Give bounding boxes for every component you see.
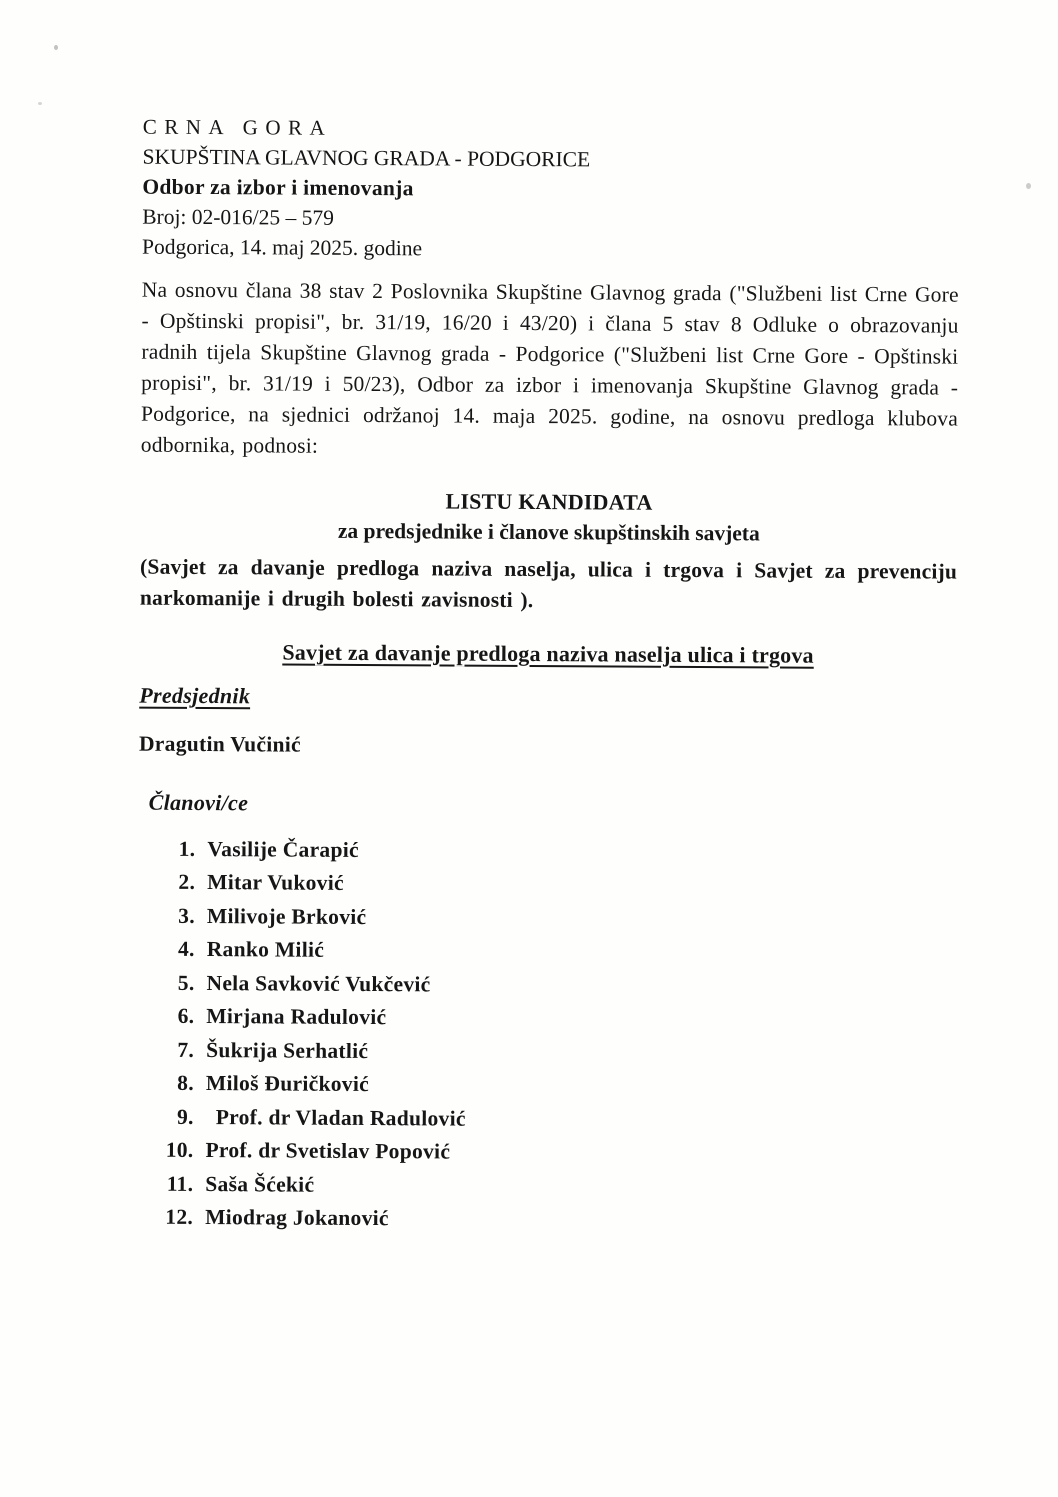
member-name: Milivoje Brković	[206, 903, 367, 929]
scope-note: (Savjet za davanje predloga naziva naselja, ulica i trgova i Savjet za prevenciju narkomanije i drugih bolesti zavisnosti ).	[139, 554, 958, 613]
members-list	[136, 832, 955, 1239]
legal-preamble: Na osnovu člana 38 stav 2 Poslovnika Skupštine Glavnog grada ("Službeni list Crne Gore - Opštinski propisi", br. 31/19, 16/20 i 43/20) i člana 5 stav 8 Odluke o obrazovanju radnih tijela Skupštine Glavnog grada - Podgorice ("Službeni list Crne Gore - Opštinski propisi", br. 31/19 i 50/23), Odbor za izbor i imenovanja Skupštine Glavnog grada - Podgorice, na sjednici održanoj 14. maja 2025. godine, na osnovu predloga klubova odbornika, podnosi:	[140, 277, 959, 458]
member-name: Miloš Đuričković	[205, 1071, 370, 1097]
member-list-item	[151, 1201, 953, 1239]
members-label: Članovi/ce	[148, 789, 249, 815]
document-header	[142, 112, 960, 267]
member-name: Prof. dr Svetislav Popović	[205, 1138, 451, 1164]
reference-number-line: Broj: 02-016/25 – 579	[142, 204, 335, 230]
member-list-item	[152, 1000, 954, 1038]
document-subtitle: za predsjednike i članove skupštinskih savjeta	[337, 518, 760, 546]
member-number: 7.	[177, 1037, 195, 1062]
president-name: Dragutin Vučinić	[138, 731, 301, 757]
member-number: 6.	[177, 1003, 195, 1028]
document-title: LISTU KANDIDATA	[445, 488, 653, 515]
country-line: CRNA GORA	[142, 114, 333, 140]
member-number: 9.	[176, 1104, 194, 1129]
member-name: Šukrija Serhatlić	[206, 1037, 369, 1063]
member-number: 4.	[177, 936, 195, 961]
member-list-item	[152, 966, 954, 1004]
member-list-item	[151, 1167, 953, 1205]
member-number: 2.	[178, 869, 196, 894]
member-name: Saša Šćekić	[205, 1171, 315, 1197]
member-number: 10.	[165, 1137, 194, 1162]
member-list-item	[151, 1134, 953, 1172]
council-heading: Savjet za davanje predloga naziva naselja ulica i trgova	[282, 638, 814, 668]
member-number: 12.	[165, 1204, 194, 1229]
member-name: Prof. dr Vladan Radulović	[215, 1104, 466, 1131]
member-name: Mitar Vuković	[207, 870, 344, 895]
member-list-item	[152, 1067, 954, 1105]
president-section	[139, 679, 956, 716]
member-name: Miodrag Jokanović	[205, 1205, 389, 1231]
member-list-item	[153, 832, 955, 870]
place-date-line: Podgorica, 14. maj 2025. godine	[141, 234, 423, 261]
member-list-item	[153, 933, 955, 971]
member-number: 5.	[177, 970, 195, 995]
member-number: 3.	[178, 903, 196, 928]
member-list-item	[153, 899, 955, 937]
member-number: 8.	[177, 1070, 195, 1095]
member-list-item	[152, 1100, 954, 1138]
member-list-item	[152, 1033, 954, 1071]
committee-line: Odbor za izbor i imenovanja	[142, 174, 414, 201]
member-name: Vasilije Čarapić	[207, 836, 359, 862]
institution-line: SKUPŠTINA GLAVNOG GRADA - PODGORICE	[142, 144, 591, 172]
member-list-item	[153, 866, 955, 904]
president-label: Predsjednik	[139, 682, 251, 708]
member-number: 11.	[166, 1171, 194, 1196]
member-name: Nela Savković Vukčević	[206, 970, 431, 996]
member-number: 1.	[178, 836, 196, 861]
member-name: Mirjana Radulović	[206, 1004, 387, 1030]
member-name: Ranko Milić	[206, 937, 325, 962]
